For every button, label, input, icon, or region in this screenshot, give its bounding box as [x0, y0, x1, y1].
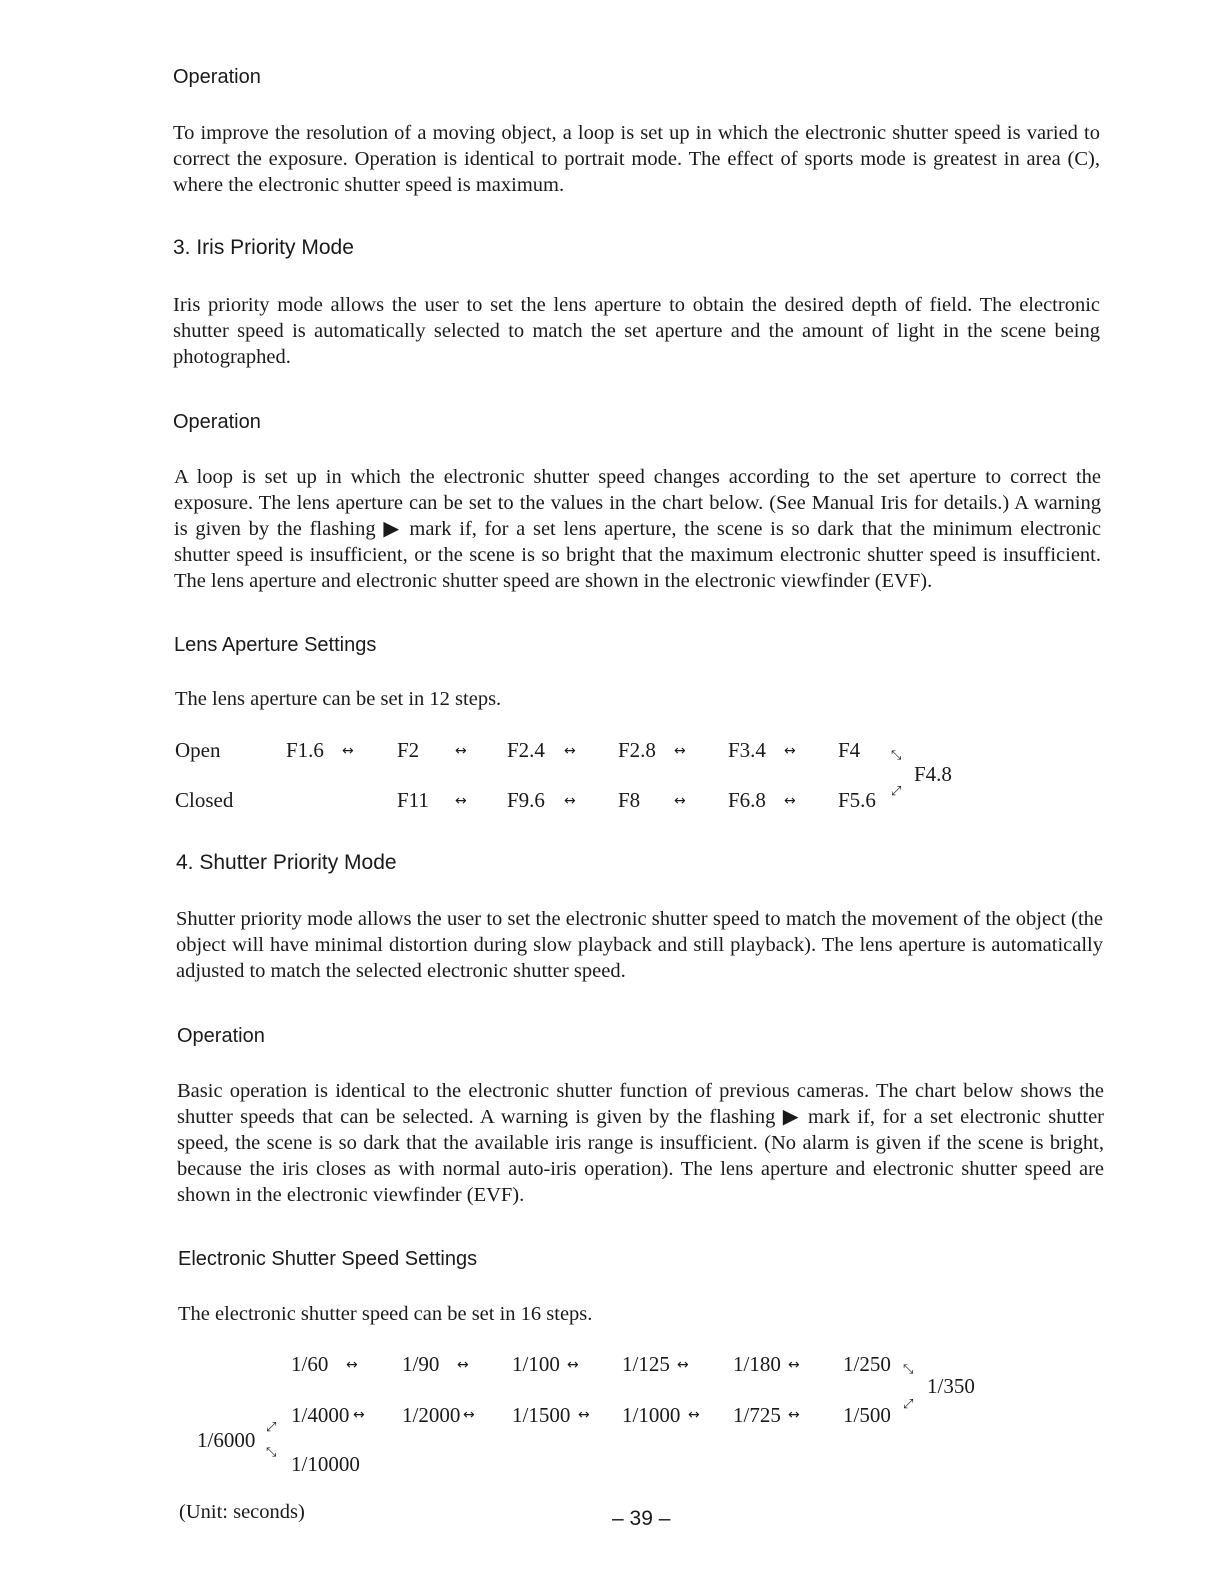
speed-value: 1/2000	[402, 1403, 461, 1427]
double-arrow-icon: ↔	[788, 1407, 800, 1423]
double-arrow-icon: ↔	[564, 743, 576, 759]
speed-value: 1/10000	[291, 1452, 360, 1476]
aperture-value: F2	[397, 738, 420, 762]
double-arrow-icon: ↔	[677, 1357, 689, 1373]
speed-value: 1/250	[843, 1352, 891, 1376]
aperture-value: F2.4	[507, 738, 545, 762]
double-arrow-icon: ↔	[788, 1357, 800, 1373]
double-arrow-icon: ↔	[457, 1357, 469, 1373]
double-arrow-icon: ↔	[564, 793, 576, 809]
aperture-closed-label: Closed	[175, 788, 234, 812]
aperture-value: F8	[618, 788, 641, 812]
double-arrow-icon: ↔	[578, 1407, 590, 1423]
double-arrow-icon: ↔	[674, 793, 686, 809]
speed-value: 1/500	[843, 1403, 891, 1427]
diagonal-arrow-down-icon: ⤡	[891, 748, 902, 763]
double-arrow-icon: ↔	[567, 1357, 579, 1373]
speed-turn-value: 1/6000	[197, 1428, 256, 1452]
section-heading-operation: Operation	[173, 411, 261, 433]
double-arrow-icon: ↔	[342, 743, 354, 759]
aperture-value: F1.6	[286, 738, 324, 762]
double-arrow-icon: ↔	[688, 1407, 700, 1423]
aperture-value: F9.6	[507, 788, 545, 812]
speed-value: 1/725	[733, 1403, 781, 1427]
double-arrow-icon: ↔	[463, 1407, 475, 1423]
speed-value: 1/1500	[512, 1403, 571, 1427]
paragraph-shutter-operation: Basic operation is identical to the electronic shutter function of previous cameras. The chart below shows the shutter speeds that can be selected. A warning is given by the flashing ▶ mark if, for a set electronic shutter speed, the scene is so dark that the available iris range is insufficient. (No alarm is given if the scene is bright, because the iris closes as with normal auto-iris operation). The lens aperture and electronic shutter speed are shown in the electronic viewfinder (EVF).	[177, 1080, 1104, 1206]
speed-value: 1/1000	[622, 1403, 681, 1427]
aperture-turn-value: F4.8	[914, 762, 952, 786]
speed-value: 1/90	[402, 1352, 440, 1376]
speed-value: 1/60	[291, 1352, 329, 1376]
aperture-value: F4	[838, 738, 861, 762]
section-heading-shutter-speed: Electronic Shutter Speed Settings	[178, 1248, 478, 1270]
paragraph-sports-mode: To improve the resolution of a moving object, a loop is set up in which the electronic shutter speed is varied to correct the exposure. Operation is identical to portrait mode. The effect of sports mode is greatest in area (C), where the electronic shutter speed is maximum.	[173, 122, 1100, 196]
speed-value: 1/100	[512, 1352, 560, 1376]
paragraph-iris-operation: A loop is set up in which the electronic shutter speed changes according to the set aperture to correct the exposure. The lens aperture can be set to the values in the chart below. (See Manual Iris for details.) A warning is given by the flashing ▶ mark if, for a set lens aperture, the scene is so dark that the minimum electronic shutter speed is insufficient, or the scene is so bright that the maximum electronic shutter speed is insufficient. The lens aperture and electronic shutter speed are shown in the electronic viewfinder (EVF).	[174, 466, 1101, 592]
double-arrow-icon: ↔	[346, 1357, 358, 1373]
section-heading-shutter-priority: 4. Shutter Priority Mode	[176, 851, 397, 874]
aperture-value: F6.8	[728, 788, 766, 812]
diagonal-arrow-up-icon: ⤢	[903, 1397, 914, 1412]
speed-value: 1/4000	[291, 1403, 350, 1427]
aperture-open-label: Open	[175, 738, 221, 762]
diagonal-arrow-down-icon: ⤡	[903, 1362, 914, 1377]
aperture-value: F11	[397, 788, 429, 812]
page-number: – 39 –	[612, 1507, 671, 1530]
diagonal-arrow-up-icon: ⤢	[266, 1420, 277, 1435]
section-heading-operation: Operation	[177, 1025, 265, 1047]
double-arrow-icon: ↔	[784, 743, 796, 759]
diagonal-arrow-up-icon: ⤢	[891, 784, 902, 799]
diagonal-arrow-down-icon: ⤡	[266, 1445, 277, 1460]
paragraph-shutter-priority: Shutter priority mode allows the user to set the electronic shutter speed to match the movement of the object (the object will have minimal distortion during slow playback and still playback). The lens aperture is automatically adjusted to match the selected electronic shutter speed.	[176, 908, 1103, 982]
speed-turn-value: 1/350	[927, 1374, 975, 1398]
paragraph-iris-priority: Iris priority mode allows the user to set the lens aperture to obtain the desired depth of field. The electronic shutter speed is automatically selected to match the set aperture and the amount of light in the scene being photographed.	[173, 294, 1100, 368]
double-arrow-icon: ↔	[455, 743, 467, 759]
double-arrow-icon: ↔	[353, 1407, 365, 1423]
double-arrow-icon: ↔	[674, 743, 686, 759]
lens-aperture-intro: The lens aperture can be set in 12 steps.	[175, 688, 502, 710]
speed-value: 1/180	[733, 1352, 781, 1376]
double-arrow-icon: ↔	[455, 793, 467, 809]
speed-value: 1/125	[622, 1352, 670, 1376]
section-heading-lens-aperture: Lens Aperture Settings	[174, 634, 377, 656]
section-heading-iris-priority: 3. Iris Priority Mode	[173, 236, 354, 259]
shutter-speed-intro: The electronic shutter speed can be set in 16 steps.	[178, 1303, 593, 1325]
aperture-value: F3.4	[728, 738, 766, 762]
unit-note: (Unit: seconds)	[179, 1501, 305, 1523]
section-heading-operation: Operation	[173, 66, 261, 88]
aperture-value: F2.8	[618, 738, 656, 762]
double-arrow-icon: ↔	[784, 793, 796, 809]
aperture-value: F5.6	[838, 788, 876, 812]
